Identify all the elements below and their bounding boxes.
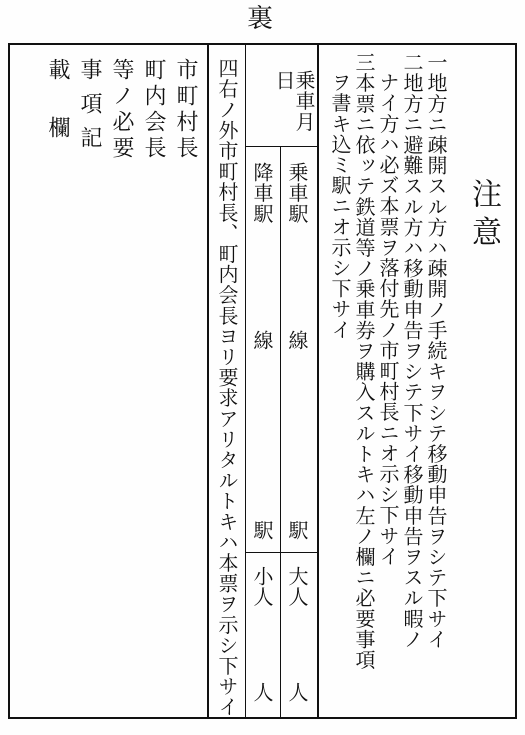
notice-item-3-line-1: 三本票ニ依ッテ鉄道等ノ乗車券ヲ購入スルトキハ左ノ欄ニ必要事項 — [352, 52, 376, 670]
passenger-row-divider — [245, 552, 318, 553]
notice-item-2-line-2: ナイ方ハ必ズ本票ヲ落付先ノ市町村長ニオ示シ下サイ — [376, 72, 400, 567]
alighting-station-suffix: 駅 — [250, 520, 274, 541]
travel-box-left-border — [245, 43, 246, 719]
entry-column-1: 市町村長 — [173, 58, 198, 162]
notice-section-divider — [317, 43, 319, 719]
frame-bottom-border — [8, 717, 516, 719]
entry-column-4: 事項記 — [77, 58, 102, 160]
page-title: 裏 — [247, 4, 274, 34]
boarding-station-suffix: 駅 — [285, 520, 309, 541]
child-count-unit: 人 — [250, 682, 274, 703]
boarding-date-label: 乗車月日 — [272, 70, 316, 132]
frame-right-border — [515, 43, 517, 719]
notice-item-1: 一地方ニ疎開スル方ハ疎開ノ手続キヲシテ移動申告ヲシテ下サイ — [424, 52, 448, 650]
boarding-line-label: 線 — [285, 330, 309, 351]
station-column-divider — [280, 146, 281, 719]
entry-section-divider — [207, 43, 209, 719]
frame-left-border — [8, 43, 10, 719]
notice-heading: 注意 — [466, 178, 501, 254]
notice-item-3-line-2: ヲ書キ込ミ駅ニオ示シ下サイ — [328, 72, 352, 340]
alighting-line-label: 線 — [250, 330, 274, 351]
boarding-station-label: 乗車駅 — [285, 162, 309, 224]
adult-label: 大人 — [285, 566, 309, 608]
child-label: 小人 — [250, 566, 274, 608]
entry-column-5: 載欄 — [45, 58, 70, 174]
entry-column-2: 町内会長 — [141, 58, 166, 162]
notice-item-2-line-1: 二地方ニ避難スル方ハ移動申告ヲシテ下サイ移動申告ヲスル暇ノ — [400, 52, 424, 650]
entry-column-3: 等ノ必要 — [109, 58, 134, 162]
frame-top-border — [8, 43, 516, 45]
notice-item-4: 四右ノ外市町村長、町内会長ヨリ要求アリタルトキハ本票ヲ示シ下サイ — [215, 58, 239, 718]
date-row-divider — [245, 146, 318, 147]
alighting-station-label: 降車駅 — [250, 162, 274, 224]
adult-count-unit: 人 — [285, 682, 309, 703]
